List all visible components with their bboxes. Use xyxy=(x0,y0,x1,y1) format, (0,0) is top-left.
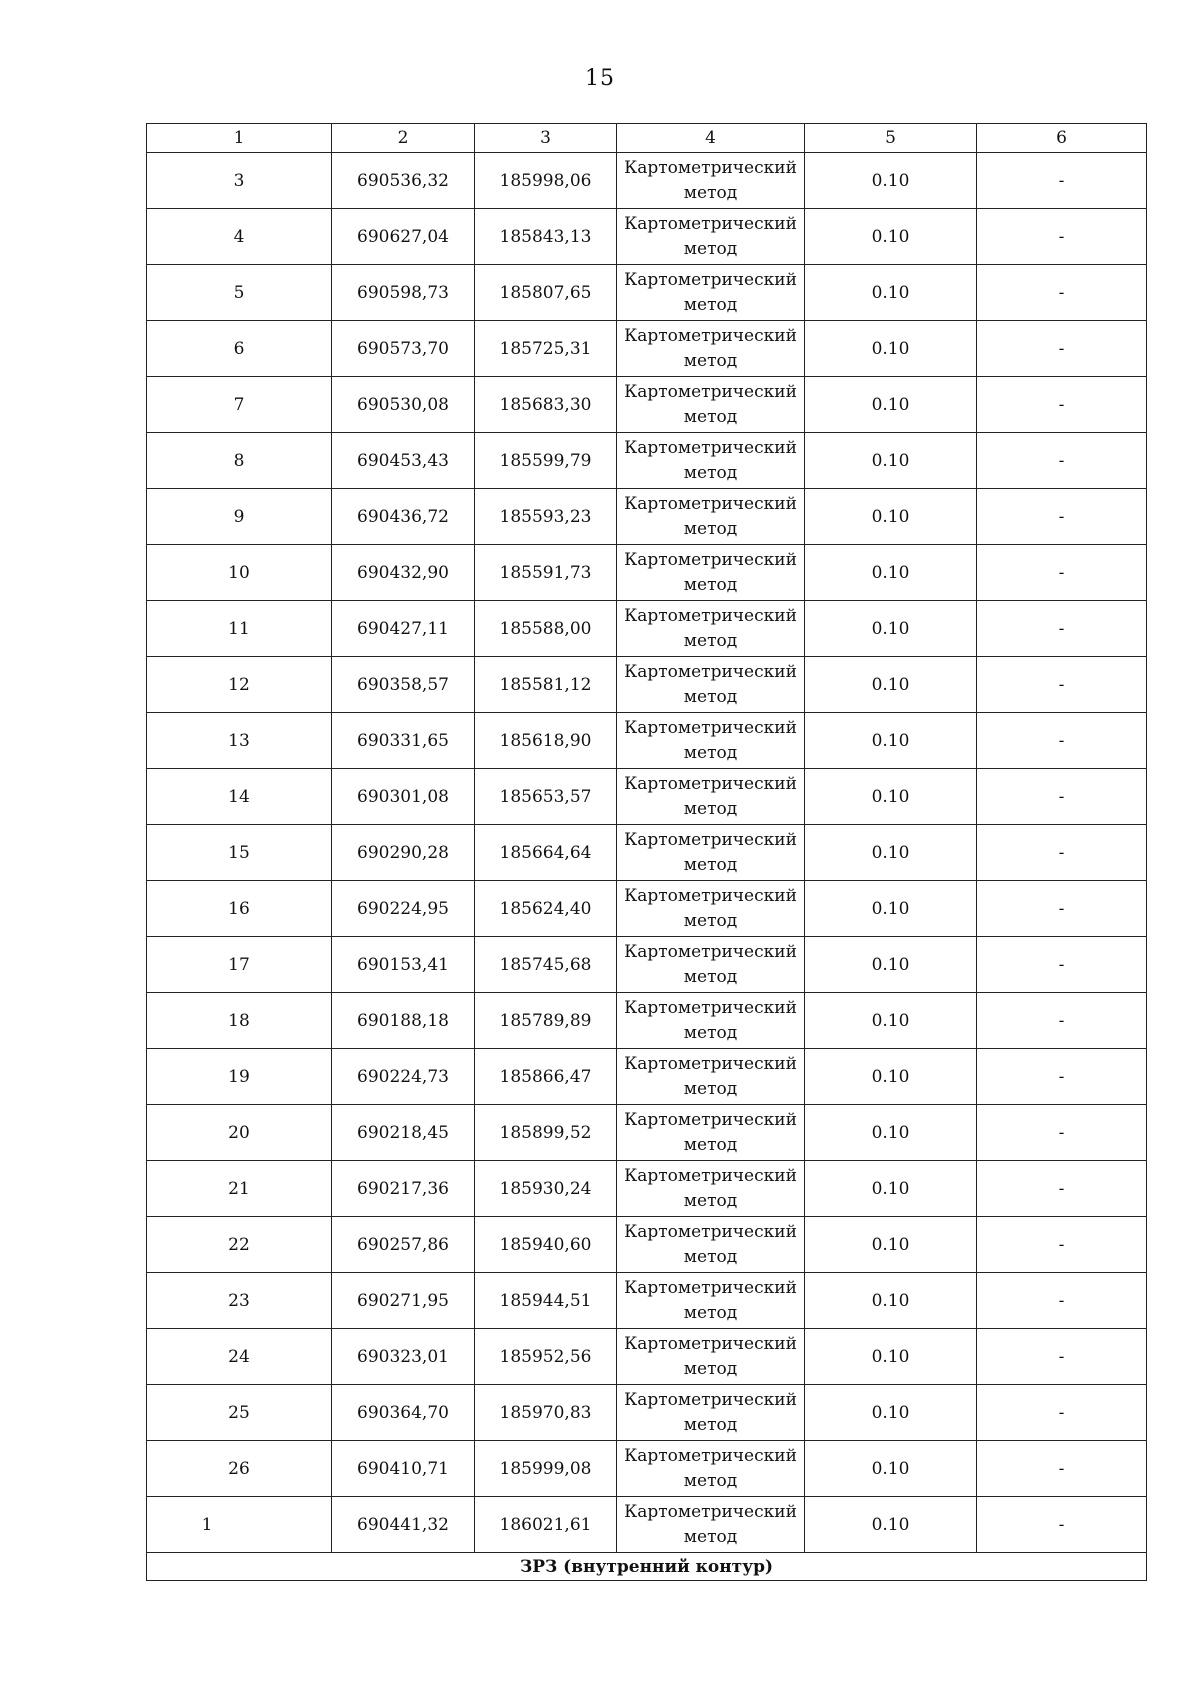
point-number-cell xyxy=(147,153,332,209)
page-number: 15 xyxy=(585,66,615,91)
description-cell: - xyxy=(977,545,1147,601)
y-coordinate-cell: 185999,08 xyxy=(475,1441,617,1497)
point-number: 4 xyxy=(233,226,245,247)
description-cell: - xyxy=(977,993,1147,1049)
accuracy-cell: 0.10 xyxy=(805,1049,977,1105)
point-number-cell xyxy=(147,1105,332,1161)
accuracy-cell: 0.10 xyxy=(805,601,977,657)
table-row xyxy=(147,601,1147,657)
point-number-cell xyxy=(147,1273,332,1329)
accuracy-cell: 0.10 xyxy=(805,1385,977,1441)
description-cell: - xyxy=(977,209,1147,265)
point-number: 24 xyxy=(228,1346,250,1367)
x-coordinate-cell: 690598,73 xyxy=(332,265,475,321)
description-cell: - xyxy=(977,1441,1147,1497)
accuracy-cell: 0.10 xyxy=(805,1329,977,1385)
accuracy-cell: 0.10 xyxy=(805,937,977,993)
accuracy-cell: 0.10 xyxy=(805,153,977,209)
accuracy-cell: 0.10 xyxy=(805,433,977,489)
accuracy-cell: 0.10 xyxy=(805,769,977,825)
x-coordinate-cell: 690188,18 xyxy=(332,993,475,1049)
y-coordinate-cell: 185593,23 xyxy=(475,489,617,545)
y-coordinate-cell: 185725,31 xyxy=(475,321,617,377)
description-cell: - xyxy=(977,769,1147,825)
point-number: 26 xyxy=(228,1458,250,1479)
table-row xyxy=(147,1049,1147,1105)
point-number: 9 xyxy=(233,506,245,527)
coordinates-table xyxy=(146,123,1147,1581)
y-coordinate-cell: 185899,52 xyxy=(475,1105,617,1161)
table-row xyxy=(147,545,1147,601)
column-header: 3 xyxy=(475,124,617,153)
method-cell: Картометрический метод xyxy=(617,1329,805,1385)
method-cell: Картометрический метод xyxy=(617,1273,805,1329)
point-number-cell xyxy=(147,1497,332,1553)
point-number-cell xyxy=(147,1049,332,1105)
x-coordinate-cell: 690257,86 xyxy=(332,1217,475,1273)
point-number: 1 xyxy=(201,1514,213,1535)
point-number-cell xyxy=(147,769,332,825)
accuracy-cell: 0.10 xyxy=(805,1217,977,1273)
x-coordinate-cell: 690536,32 xyxy=(332,153,475,209)
point-number: 14 xyxy=(228,786,250,807)
accuracy-cell: 0.10 xyxy=(805,489,977,545)
x-coordinate-cell: 690218,45 xyxy=(332,1105,475,1161)
column-header: 5 xyxy=(805,124,977,153)
point-number: 11 xyxy=(228,618,250,639)
accuracy-cell: 0.10 xyxy=(805,1161,977,1217)
point-number-cell xyxy=(147,713,332,769)
y-coordinate-cell: 185952,56 xyxy=(475,1329,617,1385)
point-number-cell xyxy=(147,937,332,993)
point-number: 5 xyxy=(233,282,245,303)
x-coordinate-cell: 690217,36 xyxy=(332,1161,475,1217)
method-cell: Картометрический метод xyxy=(617,153,805,209)
method-cell: Картометрический метод xyxy=(617,433,805,489)
table-row xyxy=(147,153,1147,209)
point-number-cell xyxy=(147,1385,332,1441)
point-number-cell xyxy=(147,1441,332,1497)
description-cell: - xyxy=(977,377,1147,433)
method-cell: Картометрический метод xyxy=(617,1497,805,1553)
point-number-cell xyxy=(147,1161,332,1217)
description-cell: - xyxy=(977,1497,1147,1553)
accuracy-cell: 0.10 xyxy=(805,825,977,881)
accuracy-cell: 0.10 xyxy=(805,545,977,601)
section-title: ЗРЗ (внутренний контур) xyxy=(147,1553,1147,1581)
point-number-cell xyxy=(147,993,332,1049)
table-row xyxy=(147,1273,1147,1329)
point-number: 17 xyxy=(228,954,250,975)
method-cell: Картометрический метод xyxy=(617,321,805,377)
point-number: 12 xyxy=(228,674,250,695)
point-number-cell xyxy=(147,825,332,881)
point-number-cell xyxy=(147,377,332,433)
accuracy-cell: 0.10 xyxy=(805,209,977,265)
point-number-cell xyxy=(147,601,332,657)
table-row xyxy=(147,937,1147,993)
table-body xyxy=(147,124,1147,1581)
table-row xyxy=(147,1217,1147,1273)
method-cell: Картометрический метод xyxy=(617,769,805,825)
x-coordinate-cell: 690573,70 xyxy=(332,321,475,377)
table-row xyxy=(147,993,1147,1049)
y-coordinate-cell: 185998,06 xyxy=(475,153,617,209)
method-cell: Картометрический метод xyxy=(617,1217,805,1273)
table-row xyxy=(147,265,1147,321)
method-cell: Картометрический метод xyxy=(617,265,805,321)
y-coordinate-cell: 185591,73 xyxy=(475,545,617,601)
x-coordinate-cell: 690453,43 xyxy=(332,433,475,489)
column-header: 6 xyxy=(977,124,1147,153)
point-number: 8 xyxy=(233,450,245,471)
x-coordinate-cell: 690271,95 xyxy=(332,1273,475,1329)
point-number-cell xyxy=(147,1329,332,1385)
method-cell: Картометрический метод xyxy=(617,489,805,545)
point-number: 21 xyxy=(228,1178,250,1199)
method-cell: Картометрический метод xyxy=(617,1049,805,1105)
point-number-cell xyxy=(147,209,332,265)
y-coordinate-cell: 185599,79 xyxy=(475,433,617,489)
point-number: 20 xyxy=(228,1122,250,1143)
x-coordinate-cell: 690627,04 xyxy=(332,209,475,265)
x-coordinate-cell: 690224,95 xyxy=(332,881,475,937)
y-coordinate-cell: 185807,65 xyxy=(475,265,617,321)
table-row xyxy=(147,881,1147,937)
y-coordinate-cell: 185581,12 xyxy=(475,657,617,713)
x-coordinate-cell: 690331,65 xyxy=(332,713,475,769)
accuracy-cell: 0.10 xyxy=(805,265,977,321)
description-cell: - xyxy=(977,1161,1147,1217)
column-header: 1 xyxy=(147,124,332,153)
method-cell: Картометрический метод xyxy=(617,881,805,937)
table-row xyxy=(147,1497,1147,1553)
x-coordinate-cell: 690323,01 xyxy=(332,1329,475,1385)
description-cell: - xyxy=(977,489,1147,545)
x-coordinate-cell: 690358,57 xyxy=(332,657,475,713)
y-coordinate-cell: 185970,83 xyxy=(475,1385,617,1441)
method-cell: Картометрический метод xyxy=(617,1385,805,1441)
point-number-cell xyxy=(147,657,332,713)
section-footer-row xyxy=(147,1553,1147,1581)
y-coordinate-cell: 186021,61 xyxy=(475,1497,617,1553)
point-number: 22 xyxy=(228,1234,250,1255)
table-row xyxy=(147,769,1147,825)
table-row xyxy=(147,1441,1147,1497)
method-cell: Картометрический метод xyxy=(617,601,805,657)
method-cell: Картометрический метод xyxy=(617,1161,805,1217)
method-cell: Картометрический метод xyxy=(617,545,805,601)
description-cell: - xyxy=(977,265,1147,321)
y-coordinate-cell: 185588,00 xyxy=(475,601,617,657)
description-cell: - xyxy=(977,321,1147,377)
table-row xyxy=(147,321,1147,377)
y-coordinate-cell: 185683,30 xyxy=(475,377,617,433)
accuracy-cell: 0.10 xyxy=(805,1273,977,1329)
description-cell: - xyxy=(977,937,1147,993)
table-row xyxy=(147,1329,1147,1385)
x-coordinate-cell: 690441,32 xyxy=(332,1497,475,1553)
description-cell: - xyxy=(977,153,1147,209)
table-row xyxy=(147,713,1147,769)
method-cell: Картометрический метод xyxy=(617,993,805,1049)
y-coordinate-cell: 185789,89 xyxy=(475,993,617,1049)
y-coordinate-cell: 185624,40 xyxy=(475,881,617,937)
accuracy-cell: 0.10 xyxy=(805,993,977,1049)
point-number: 3 xyxy=(233,170,245,191)
table-row xyxy=(147,1385,1147,1441)
y-coordinate-cell: 185653,57 xyxy=(475,769,617,825)
x-coordinate-cell: 690436,72 xyxy=(332,489,475,545)
y-coordinate-cell: 185618,90 xyxy=(475,713,617,769)
y-coordinate-cell: 185664,64 xyxy=(475,825,617,881)
point-number-cell xyxy=(147,881,332,937)
table-row xyxy=(147,377,1147,433)
point-number-cell xyxy=(147,265,332,321)
point-number: 10 xyxy=(228,562,250,583)
column-header: 4 xyxy=(617,124,805,153)
point-number-cell xyxy=(147,1217,332,1273)
method-cell: Картометрический метод xyxy=(617,209,805,265)
point-number: 19 xyxy=(228,1066,250,1087)
table-row xyxy=(147,433,1147,489)
description-cell: - xyxy=(977,1273,1147,1329)
accuracy-cell: 0.10 xyxy=(805,1441,977,1497)
y-coordinate-cell: 185940,60 xyxy=(475,1217,617,1273)
point-number-cell xyxy=(147,433,332,489)
y-coordinate-cell: 185930,24 xyxy=(475,1161,617,1217)
x-coordinate-cell: 690301,08 xyxy=(332,769,475,825)
accuracy-cell: 0.10 xyxy=(805,1497,977,1553)
y-coordinate-cell: 185745,68 xyxy=(475,937,617,993)
y-coordinate-cell: 185843,13 xyxy=(475,209,617,265)
point-number-cell xyxy=(147,489,332,545)
method-cell: Картометрический метод xyxy=(617,1105,805,1161)
accuracy-cell: 0.10 xyxy=(805,321,977,377)
accuracy-cell: 0.10 xyxy=(805,377,977,433)
point-number-cell xyxy=(147,545,332,601)
method-cell: Картометрический метод xyxy=(617,825,805,881)
table-row xyxy=(147,489,1147,545)
description-cell: - xyxy=(977,433,1147,489)
description-cell: - xyxy=(977,1217,1147,1273)
description-cell: - xyxy=(977,1329,1147,1385)
description-cell: - xyxy=(977,881,1147,937)
table-row xyxy=(147,1105,1147,1161)
x-coordinate-cell: 690410,71 xyxy=(332,1441,475,1497)
y-coordinate-cell: 185944,51 xyxy=(475,1273,617,1329)
accuracy-cell: 0.10 xyxy=(805,713,977,769)
accuracy-cell: 0.10 xyxy=(805,1105,977,1161)
point-number: 18 xyxy=(228,1010,250,1031)
accuracy-cell: 0.10 xyxy=(805,657,977,713)
table-row xyxy=(147,209,1147,265)
x-coordinate-cell: 690224,73 xyxy=(332,1049,475,1105)
point-number-cell xyxy=(147,321,332,377)
point-number: 13 xyxy=(228,730,250,751)
description-cell: - xyxy=(977,1385,1147,1441)
y-coordinate-cell: 185866,47 xyxy=(475,1049,617,1105)
point-number: 6 xyxy=(233,338,245,359)
table-row xyxy=(147,825,1147,881)
x-coordinate-cell: 690432,90 xyxy=(332,545,475,601)
point-number: 23 xyxy=(228,1290,250,1311)
description-cell: - xyxy=(977,713,1147,769)
accuracy-cell: 0.10 xyxy=(805,881,977,937)
x-coordinate-cell: 690427,11 xyxy=(332,601,475,657)
point-number: 25 xyxy=(228,1402,250,1423)
method-cell: Картометрический метод xyxy=(617,1441,805,1497)
description-cell: - xyxy=(977,657,1147,713)
x-coordinate-cell: 690153,41 xyxy=(332,937,475,993)
point-number: 15 xyxy=(228,842,250,863)
x-coordinate-cell: 690290,28 xyxy=(332,825,475,881)
method-cell: Картометрический метод xyxy=(617,937,805,993)
point-number: 7 xyxy=(233,394,245,415)
table-row xyxy=(147,657,1147,713)
point-number: 16 xyxy=(228,898,250,919)
header-row xyxy=(147,124,1147,153)
method-cell: Картометрический метод xyxy=(617,657,805,713)
description-cell: - xyxy=(977,1049,1147,1105)
method-cell: Картометрический метод xyxy=(617,377,805,433)
description-cell: - xyxy=(977,601,1147,657)
x-coordinate-cell: 690530,08 xyxy=(332,377,475,433)
table-row xyxy=(147,1161,1147,1217)
description-cell: - xyxy=(977,825,1147,881)
description-cell: - xyxy=(977,1105,1147,1161)
method-cell: Картометрический метод xyxy=(617,713,805,769)
column-header: 2 xyxy=(332,124,475,153)
x-coordinate-cell: 690364,70 xyxy=(332,1385,475,1441)
